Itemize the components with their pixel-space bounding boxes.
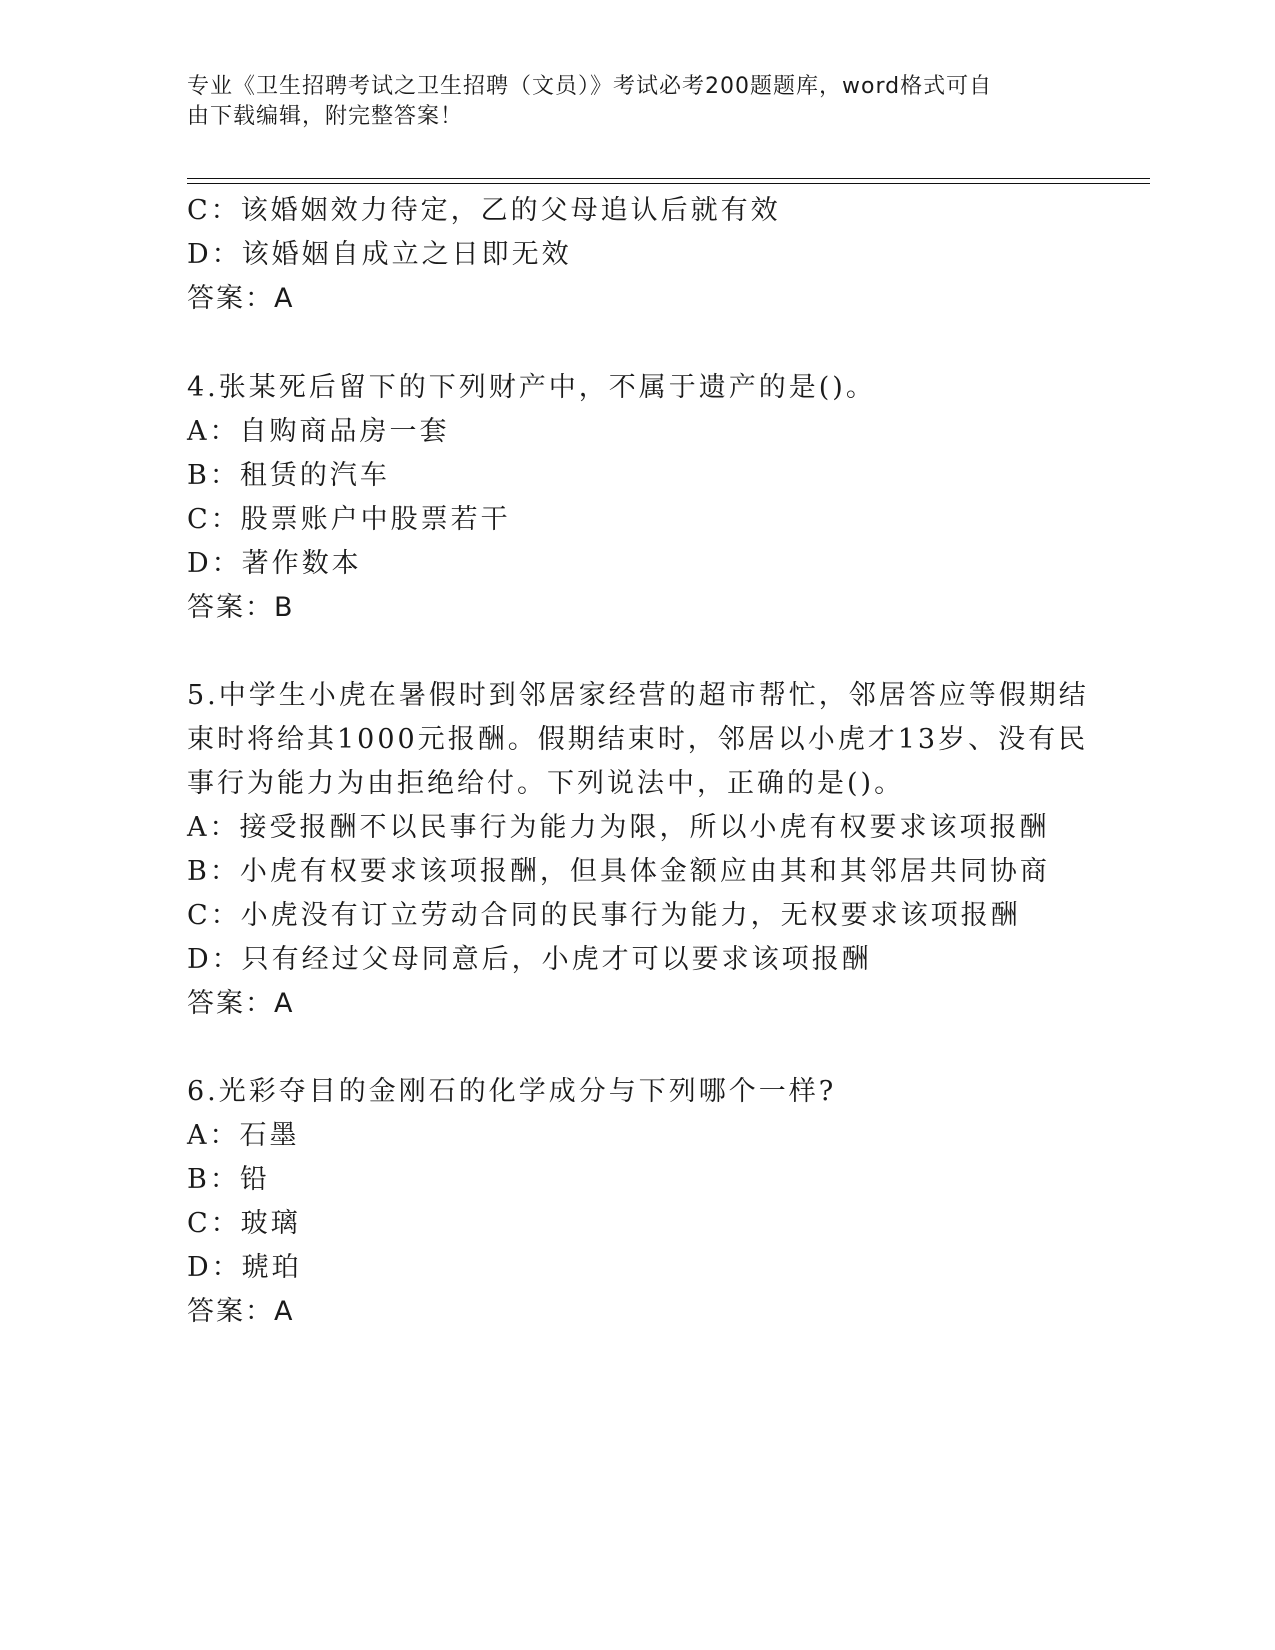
q5-question-line-2: 束时将给其1000元报酬。假期结束时，邻居以小虎才13岁、没有民 (187, 724, 1089, 755)
q6-option-c: C：玻璃 (187, 1208, 301, 1239)
q4-option-a: A：自购商品房一套 (187, 416, 450, 447)
q6-option-d: D：琥珀 (187, 1252, 302, 1283)
q3-answer: 答案：A (187, 283, 295, 314)
header-line-2: 由下载编辑，附完整答案！ (187, 104, 464, 129)
q4-option-d: D：著作数本 (187, 548, 362, 579)
q6-answer: 答案：A (187, 1296, 295, 1327)
q3-option-d: D：该婚姻自成立之日即无效 (187, 239, 572, 270)
q4-answer: 答案：B (187, 592, 295, 623)
q3-option-c: C：该婚姻效力待定，乙的父母追认后就有效 (187, 195, 781, 226)
q5-option-a: A：接受报酬不以民事行为能力为限，所以小虎有权要求该项报酬 (187, 812, 1050, 843)
q5-option-d: D：只有经过父母同意后，小虎才可以要求该项报酬 (187, 944, 872, 975)
q6-option-a: A：石墨 (187, 1120, 300, 1151)
q5-option-c: C：小虎没有订立劳动合同的民事行为能力，无权要求该项报酬 (187, 900, 1021, 931)
q4-option-c: C：股票账户中股票若干 (187, 504, 511, 535)
document-header (187, 72, 1067, 132)
q4-question: 4.张某死后留下的下列财产中，不属于遗产的是()。 (187, 372, 876, 403)
q6-option-b: B：铅 (187, 1164, 270, 1195)
header-line-1: 专业《卫生招聘考试之卫生招聘（文员）》考试必考200题题库，word格式可自 (187, 74, 993, 99)
q5-question-line-3: 事行为能力为由拒绝给付。下列说法中，正确的是()。 (187, 768, 905, 799)
header-rule-top (187, 178, 1150, 179)
q5-option-b: B：小虎有权要求该项报酬，但具体金额应由其和其邻居共同协商 (187, 856, 1050, 887)
q6-question: 6.光彩夺目的金刚石的化学成分与下列哪个一样? (187, 1076, 837, 1107)
q5-question-line-1: 5.中学生小虎在暑假时到邻居家经营的超市帮忙，邻居答应等假期结 (187, 680, 1089, 711)
q5-answer: 答案：A (187, 988, 295, 1019)
q4-option-b: B：租赁的汽车 (187, 460, 390, 491)
header-rule-bottom (187, 183, 1150, 184)
